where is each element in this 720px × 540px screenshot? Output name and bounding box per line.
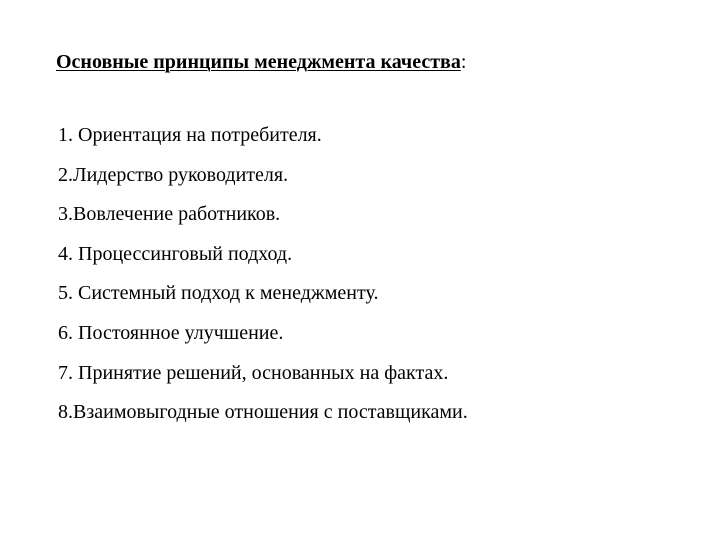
principle-item-7: 7. Принятие решений, основанных на фактах. bbox=[58, 361, 449, 384]
heading-colon: : bbox=[460, 51, 467, 73]
principle-item-4: 4. Процессинговый подход. bbox=[58, 242, 293, 265]
principle-item-8: 8.Взаимовыгодные отношения с поставщиками. bbox=[58, 401, 468, 424]
principle-item-5: 5. Системный подход к менеджменту. bbox=[58, 282, 379, 305]
principle-item-3: 3.Вовлечение работников. bbox=[58, 203, 281, 226]
principle-item-2: 2.Лидерство руководителя. bbox=[58, 163, 289, 186]
heading-title: Основные принципы менеджмента качества bbox=[56, 51, 461, 73]
principles-list bbox=[58, 123, 468, 440]
principle-item-6: 6. Постоянное улучшение. bbox=[58, 321, 284, 344]
principle-item-1: 1. Ориентация на потребителя. bbox=[58, 124, 322, 146]
slide-heading bbox=[56, 50, 466, 74]
